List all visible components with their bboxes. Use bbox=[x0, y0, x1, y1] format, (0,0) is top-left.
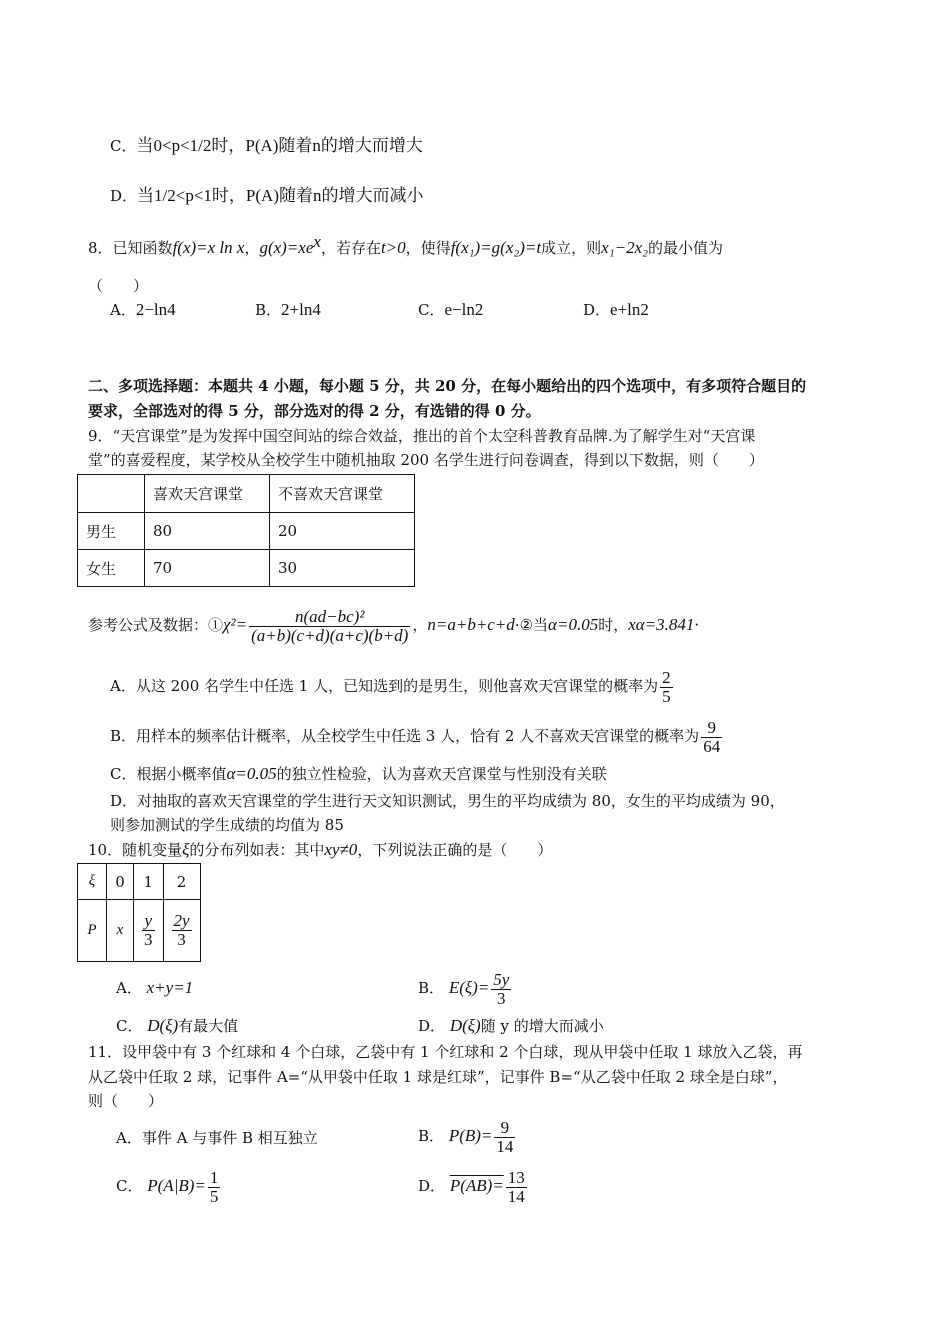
q9-option-a bbox=[110, 666, 675, 706]
q9-alpha: α=0.05 bbox=[548, 615, 599, 634]
q10-cond: xy≠0 bbox=[324, 840, 358, 859]
q10-option-b-num: 5y bbox=[493, 969, 510, 989]
section2-line1: 二、多项选择题：本题共 4 小题，每小题 5 分，共 20 分，在每小题给出的四个选项中，有多项符合题目的 bbox=[88, 377, 807, 395]
q8-stem-e: 的最小值为 bbox=[648, 239, 724, 257]
table-row bbox=[78, 550, 415, 587]
q10-table-p1 bbox=[134, 900, 164, 962]
q8-f-def: f(x)=x ln x bbox=[172, 238, 245, 257]
q9-when: 当 bbox=[533, 616, 549, 634]
q10-table-v1: 1 bbox=[134, 864, 164, 900]
q10-option-d-tail: 随 y 的增大而减小 bbox=[480, 1017, 604, 1035]
q11-option-c-num: 1 bbox=[209, 1167, 219, 1187]
q10-table-p1-den: 3 bbox=[144, 930, 153, 949]
table-row bbox=[78, 900, 201, 962]
q9-chi-num: n(ad−bc)² bbox=[249, 608, 410, 627]
q10-table-p0: x bbox=[107, 900, 134, 962]
q10-table-p2 bbox=[163, 900, 200, 962]
section2-line2: 要求，全部选对的得 5 分，部分选对的得 2 分，有选错的得 0 分。 bbox=[88, 402, 541, 420]
q8-option-c-label: C． bbox=[418, 301, 445, 319]
q9-formula: 参考公式及数据：①χ²= $\frac{\text{n(ad−bc)²}}{(a+b)(c+d)(a+c)(b+d)}$ ，n=a+b+c+d·②当α=0.05时，xα=3.841· bbox=[88, 606, 699, 645]
q11-option-b-den: 14 bbox=[496, 1136, 514, 1156]
q11-line2: 从乙袋中任取 2 球，记事件 A=“从甲袋中任取 1 球是红球”，记事件 B=“从乙袋中任取 2 球全是白球”， bbox=[88, 1068, 788, 1086]
q11-option-b-fraction bbox=[494, 1119, 515, 1156]
q9-option-c-post: 的独立性检验，认为喜欢天宫课堂与性别没有关联 bbox=[276, 765, 607, 783]
q10-table-p2-fraction bbox=[172, 912, 192, 949]
q9-line2: 堂”的喜爱程度，某学校从全校学生中随机抽取 200 名学生进行问卷调查，得到以下数据，则（ ） bbox=[88, 451, 764, 469]
q11-option-d-num: 13 bbox=[507, 1167, 525, 1187]
q11-option-c-expr: P(A|B)= bbox=[147, 1176, 206, 1195]
q9-table bbox=[77, 474, 415, 587]
q7-option-d-label: D． bbox=[110, 187, 138, 205]
q10-option-a bbox=[116, 978, 193, 998]
table-row bbox=[78, 513, 415, 550]
q7-option-d-text: 当1/2<p<1时，P(A)随着n的增大而减小 bbox=[137, 186, 424, 205]
q8-stem-c: ，使得 bbox=[405, 239, 451, 257]
q10-table-p1-fraction bbox=[142, 912, 155, 949]
q10-option-b-den: 3 bbox=[497, 988, 506, 1008]
q7-option-c-label: C． bbox=[110, 137, 137, 155]
q10-option-d bbox=[418, 1016, 604, 1036]
q8-blank: （ ） bbox=[88, 277, 149, 295]
q9-when-tail: 时， bbox=[598, 616, 629, 634]
q11-option-d-fraction bbox=[506, 1169, 527, 1206]
q9-option-b bbox=[110, 716, 724, 756]
q10-option-a-expr: x+y=1 bbox=[146, 978, 194, 997]
table-row bbox=[78, 864, 201, 900]
q8-stem-a: 已知函数 bbox=[112, 239, 173, 257]
q9-option-a-fraction bbox=[660, 669, 673, 706]
q9-option-d-line1: D．对抽取的喜欢天宫课堂的学生进行天文知识测试，男生的平均成绩为 80，女生的平均成绩为 90， bbox=[110, 792, 785, 810]
q8-number: 8． bbox=[88, 239, 113, 257]
q9-option-a-text: A．从这 200 名学生中任选 1 人，已知选到的是男生，则他喜欢天宫课堂的概率为 bbox=[110, 677, 659, 695]
q11-option-d-den: 14 bbox=[507, 1186, 525, 1206]
q10-option-d-expr: D(ξ) bbox=[449, 1016, 481, 1035]
q9-option-b-fraction bbox=[701, 719, 722, 756]
q10-option-b-fraction bbox=[491, 971, 511, 1008]
q9-table-female-label: 女生 bbox=[78, 550, 145, 587]
q8-cond: t>0 bbox=[380, 238, 406, 257]
q10-option-c bbox=[116, 1016, 238, 1036]
q8-eq: f(x₁)=g(x₂)=t bbox=[450, 238, 542, 257]
q10-option-b-expr: E(ξ)= bbox=[448, 978, 490, 997]
q11-option-b-expr: P(B)= bbox=[448, 1126, 493, 1145]
q8-option-b-text: 2+ln4 bbox=[281, 300, 321, 319]
q8-option-b bbox=[255, 300, 321, 320]
q9-table-male-like: 80 bbox=[145, 513, 270, 550]
q11-option-b-num: 9 bbox=[494, 1119, 515, 1138]
q8-option-b-label: B． bbox=[255, 301, 282, 319]
q9-option-c-alpha: α=0.05 bbox=[226, 764, 277, 783]
q9-option-c-pre: C．根据小概率值 bbox=[110, 765, 227, 783]
q8-g-sup: x bbox=[313, 232, 321, 251]
q9-xa: xα=3.841· bbox=[628, 615, 699, 634]
q11-line3: 则（ ） bbox=[88, 1092, 164, 1110]
q10-table-p2-den: 3 bbox=[177, 930, 186, 949]
q10-xi: ξ bbox=[182, 840, 190, 859]
q11-option-b-label: B． bbox=[418, 1127, 445, 1145]
q10-table-p-label: P bbox=[78, 900, 107, 962]
q10-option-c-label: C． bbox=[116, 1017, 143, 1035]
q9-chi-fraction bbox=[249, 608, 410, 645]
q8-option-d bbox=[583, 300, 649, 320]
q9-option-b-den: 64 bbox=[703, 736, 721, 756]
q11-option-b bbox=[418, 1116, 517, 1156]
q9-table-header-row bbox=[78, 475, 415, 513]
q10-table-p2-num: 2y bbox=[173, 911, 190, 930]
q9-table-female-dislike: 30 bbox=[270, 550, 415, 587]
q10-stem-pre: 10．随机变量 bbox=[88, 841, 183, 859]
q8-option-d-text: e+ln2 bbox=[610, 300, 649, 319]
q10-option-d-label: D． bbox=[418, 1017, 446, 1035]
q9-option-b-num: 9 bbox=[701, 719, 722, 738]
q8-g-def: g(x)=xe bbox=[259, 238, 314, 257]
q9-option-b-text: B．用样本的频率估计概率，从全校学生中任选 3 人，恰有 2 人不喜欢天宫课堂的概率为 bbox=[110, 727, 700, 745]
q7-option-d bbox=[110, 186, 423, 206]
q8-option-c-text: e−ln2 bbox=[444, 300, 484, 319]
q11-option-c-den: 5 bbox=[209, 1186, 219, 1206]
q10-stem bbox=[88, 840, 552, 860]
q11-option-c-label: C． bbox=[116, 1177, 143, 1195]
q8-stem-b: ，若存在 bbox=[320, 239, 381, 257]
q9-table-male-dislike: 20 bbox=[270, 513, 415, 550]
q8-option-a bbox=[110, 300, 176, 320]
q9-option-d-line2: 则参加测试的学生成绩的均值为 85 bbox=[110, 816, 344, 834]
q10-option-c-tail: 有最大值 bbox=[178, 1017, 239, 1035]
q9-line1: 9．“天宫课堂”是为发挥中国空间站的综合效益，推出的首个太空科普教育品牌.为了解学生对“天宫课 bbox=[88, 427, 756, 445]
q10-option-b-label: B． bbox=[418, 979, 445, 997]
q9-chi-lhs: χ²= bbox=[223, 615, 248, 634]
q10-stem-mid: 的分布列如表：其中 bbox=[189, 841, 325, 859]
q10-table bbox=[77, 863, 201, 962]
q9-n-def: n=a+b+c+d bbox=[427, 615, 515, 634]
q11-option-a: A．事件 A 与事件 B 相互独立 bbox=[116, 1129, 318, 1147]
q10-table-v2: 2 bbox=[163, 864, 200, 900]
q9-table-male-label: 男生 bbox=[78, 513, 145, 550]
q11-option-d-label: D． bbox=[418, 1177, 446, 1195]
q9-chi-den: (a+b)(c+d)(a+c)(b+d) bbox=[251, 625, 409, 645]
q7-option-c-text: 当0<p<1/2时，P(A)随着n的增大而增大 bbox=[136, 136, 423, 155]
q9-table-header-blank bbox=[78, 475, 145, 513]
q9-option-a-den: 5 bbox=[662, 686, 671, 706]
q9-table-female-like: 70 bbox=[145, 550, 270, 587]
q8-option-a-text: 2−ln4 bbox=[135, 300, 176, 319]
q11-line1: 11．设甲袋中有 3 个红球和 4 个白球，乙袋中有 1 个红球和 2 个白球，现从甲袋中任取 1 球放入乙袋，再 bbox=[88, 1043, 803, 1061]
q8-option-c bbox=[418, 300, 483, 320]
q9-option-c bbox=[110, 764, 607, 784]
q9-table-header-like: 喜欢天宫课堂 bbox=[145, 475, 270, 513]
q7-option-c bbox=[110, 136, 423, 156]
q8-option-a-label: A． bbox=[110, 301, 136, 319]
q8-stem-d: 成立，则 bbox=[541, 239, 602, 257]
q9-option-a-num: 2 bbox=[662, 667, 671, 687]
q10-option-b bbox=[418, 968, 513, 1008]
q10-table-xi: ξ bbox=[78, 864, 107, 900]
q10-option-c-expr: D(ξ) bbox=[147, 1016, 179, 1035]
q10-stem-post: ，下列说法正确的是（ ） bbox=[357, 841, 553, 859]
q10-table-v0: 0 bbox=[107, 864, 134, 900]
q8-stem: 8．已知函数f(x)=x ln x，$g(x)=xe^x$，若存在t>0，使得f(x₁)=g(x₂)=t成立，则x₁−2x₂的最小值为 bbox=[88, 232, 724, 257]
q9-table-header-dislike: 不喜欢天宫课堂 bbox=[270, 475, 415, 513]
q8-option-d-label: D． bbox=[583, 301, 611, 319]
q10-table-p1-num: y bbox=[142, 912, 155, 931]
q11-option-d-expr: P(AB)= bbox=[449, 1176, 504, 1195]
q11-option-c-fraction bbox=[208, 1169, 221, 1206]
q9-circle2: ·② bbox=[514, 616, 534, 634]
q11-option-c bbox=[116, 1166, 222, 1206]
q11-option-d bbox=[418, 1166, 529, 1206]
q10-option-a-label: A． bbox=[116, 979, 142, 997]
q9-formula-prefix: 参考公式及数据：① bbox=[88, 616, 224, 634]
q8-expr: x₁−2x₂ bbox=[601, 238, 649, 257]
